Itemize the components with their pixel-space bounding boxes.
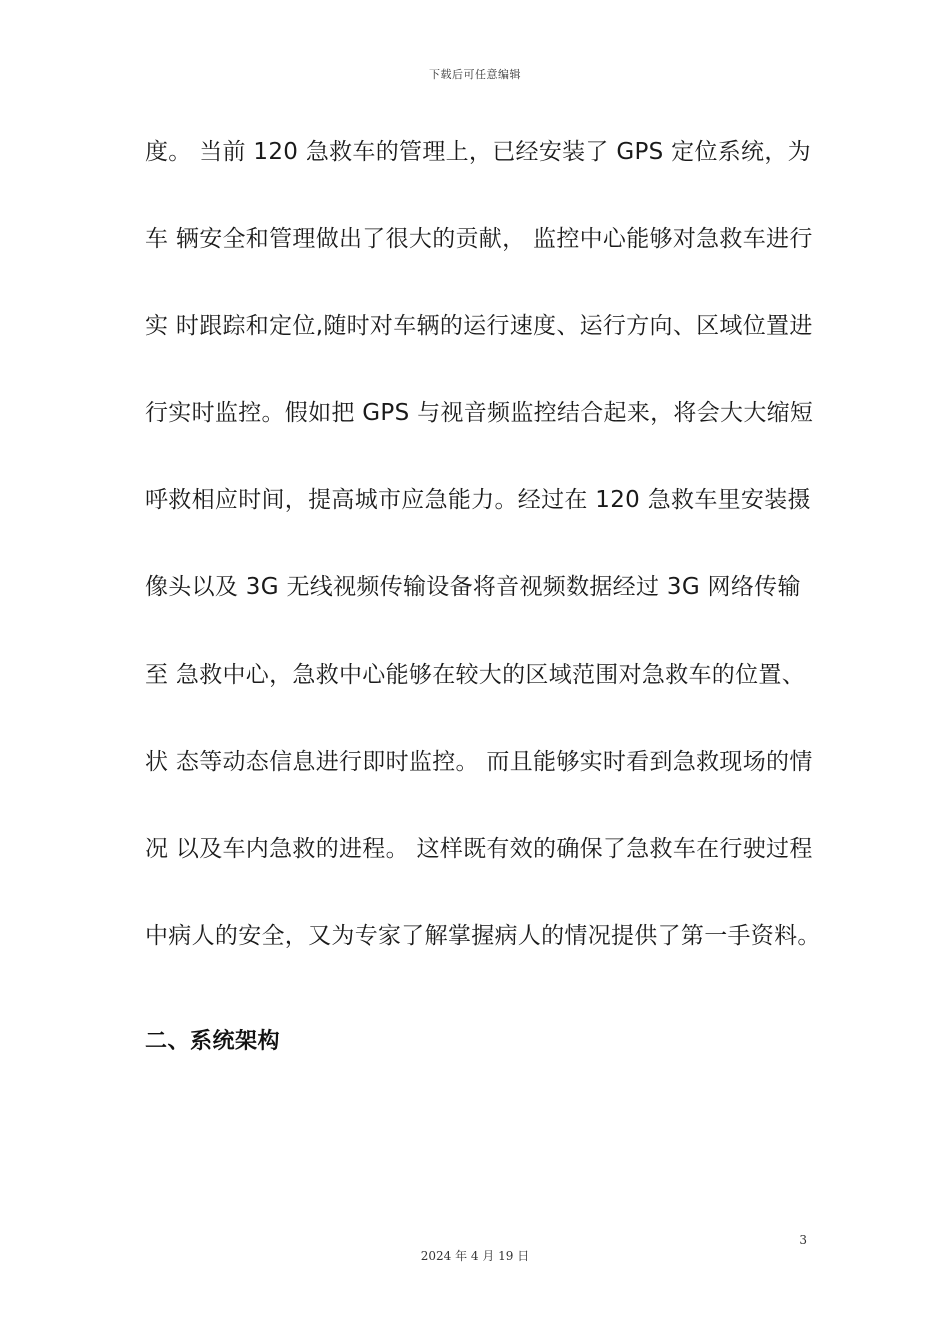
- paragraph-line: 车 辆安全和管理做出了很大的贡献， 监控中心能够对急救车进行: [145, 226, 813, 253]
- page-number: 3: [799, 1233, 807, 1247]
- paragraph-line: 况 以及车内急救的进程。 这样既有效的确保了急救车在行驶过程: [145, 835, 813, 862]
- section-heading: 二、系统架构: [145, 1029, 281, 1054]
- footer-date: 2024 年 4 月 19 日: [420, 1249, 530, 1263]
- header-note: 下载后可任意编辑: [429, 68, 521, 81]
- paragraph-line: 呼救相应时间，提高城市应急能力。经过在 120 急救车里安装摄: [145, 487, 811, 514]
- paragraph-line: 像头以及 3G 无线视频传输设备将音视频数据经过 3G 网络传输: [145, 574, 801, 601]
- paragraph-line: 中病人的安全，又为专家了解掌握病人的情况提供了第一手资料。: [145, 922, 821, 949]
- paragraph-line: 实 时跟踪和定位,随时对车辆的运行速度、运行方向、区域位置进: [145, 313, 813, 340]
- paragraph-line: 度。 当前 120 急救车的管理上，已经安装了 GPS 定位系统，为: [145, 139, 811, 165]
- paragraph-line: 行实时监控。假如把 GPS 与视音频监控结合起来，将会大大缩短: [145, 400, 814, 427]
- body-paragraph: [145, 131, 821, 1002]
- paragraph-line: 状 态等动态信息进行即时监控。 而且能够实时看到急救现场的情: [145, 748, 813, 775]
- paragraph-line: 至 急救中心，急救中心能够在较大的区域范围对急救车的位置、: [145, 661, 806, 688]
